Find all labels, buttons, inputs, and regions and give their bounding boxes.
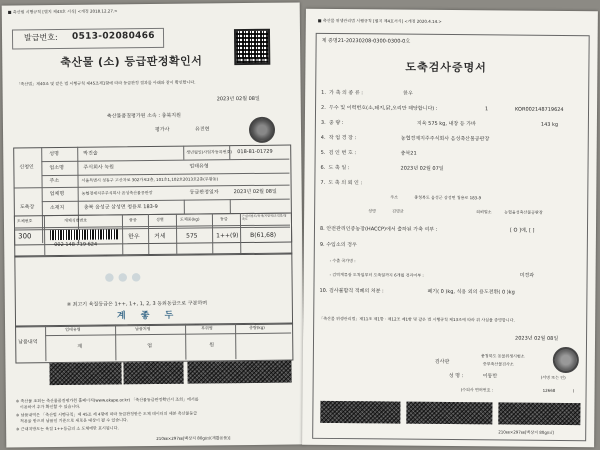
grade-header: 품종 (128, 217, 137, 223)
official-seal-icon (249, 117, 275, 143)
grade-header: 도체번호 (16, 218, 33, 224)
applicant-address: 서울특별시 성동구 고산자로 302가로2층, 101호1,102호2013호2층(무왕동) (81, 176, 219, 183)
footnote: 이용하여 추가 확인할 수 있습니다. (19, 403, 81, 410)
grade-header: 개체식별번호 (63, 217, 88, 223)
page-title: 도축검사증명서 (405, 60, 487, 75)
row-label: 작 업 경 장 : (328, 134, 357, 142)
inspector-label: 검사관 (434, 358, 450, 365)
paper-size-footer: 210㎜×297㎜[백상지 80g/㎡] (498, 429, 554, 435)
delivery-header: 납품처명 (135, 326, 151, 332)
issue-date: 2023년 02월 08일 (515, 335, 559, 342)
grade-detail: B(61,68) (250, 231, 277, 239)
stamp-text: 계 좋 두 (116, 310, 180, 322)
intro-text: 「축산법」제40조 및 같은 법 시행규칙 제45조제1항에 따라 등급판정 결과를 아래와 같이 확인합니다. (16, 79, 196, 87)
redacted-block (406, 402, 492, 425)
issue-date: 2023년 02월 08일 (216, 95, 260, 103)
grade-note: ※ 최고기 육질등급은 1++, 1+, 1, 2, 3 등외등급으로 구분하며 (66, 300, 208, 308)
qr-code-icon (234, 29, 270, 65)
field-label: 성 명 : (448, 372, 464, 380)
haccp-value: [ O ]예, [ ] (509, 227, 535, 234)
barcode-icon (50, 229, 118, 240)
applicant-group-label: 신청인 (19, 164, 34, 171)
issuer-org: 축산물품질평가원 소속 : 충북지원 (106, 112, 181, 120)
field-label: 의뢰업소 (476, 209, 492, 215)
carcass-weight: 지육 575 kg, 내장 등 가바 (416, 120, 476, 128)
certification-statement: 「축산물 위생관리법」제11조 제1항 · 제12조 제1항 및 같은 법 시행규칙 제13조에 따라 위 사실을 증명합니다. (319, 315, 515, 323)
field-label: 성명 (368, 208, 376, 214)
issuer-name: 유진현 (194, 126, 210, 133)
license-label: (수의사 면허번호 : (460, 387, 494, 393)
delivery-group-label: 납품내역 (18, 339, 38, 346)
issuer-role: 평가사 (154, 126, 170, 133)
animal-id-number: 002 148 719 624 (54, 241, 98, 249)
row-number: 5. (320, 149, 326, 156)
redacted-block (498, 402, 580, 425)
row-label: 검 인 번 호 : (328, 149, 357, 157)
row-label: 도 축 일 : (328, 164, 350, 172)
slaughter-group-label: 도축장 (19, 204, 35, 211)
workplace: 농협경제지주주식회사 음성축산물공판장 (400, 135, 490, 143)
field-label: 업소명 (49, 164, 64, 172)
row-number: 4. (320, 134, 326, 141)
inspection-stamp-number: 충북21 (400, 150, 417, 157)
grade-certificate (2, 2, 305, 447)
inspector-org: 충청북도 동물위생시험소 (480, 353, 525, 359)
livestock-type: 한우 (403, 90, 413, 97)
delivery-header: 중량(kg) (249, 324, 265, 330)
row-label: 가 축 의 종 류 : (329, 89, 363, 97)
official-seal-icon (553, 347, 579, 373)
row-number: 3. (320, 119, 326, 126)
delivery-cell: 업 (147, 343, 153, 350)
redacted-block (49, 362, 121, 385)
row-number: 7. (320, 179, 326, 186)
field-label: 업태유형 (189, 163, 209, 170)
certificate-number: 제 증명21-20230208-0300-0300-0호 (321, 37, 411, 45)
row-label: 도 축 의 뢰 인 : (328, 179, 363, 187)
slaughter-inspection-certificate (302, 9, 598, 448)
form-note: ■ 축산물 위생관리법 시행규칙 [별지 제4호서식] <개정 2020.4.14.> (317, 17, 442, 24)
applicant-name: 박진솔 (83, 150, 98, 157)
grade-header: 도체중(kg) (179, 216, 200, 222)
rejected-disposal-row: 10. 검사불합격 적폐의 처분 : (319, 287, 384, 295)
license-number: 12668 (542, 387, 556, 393)
form-note: ■ 축산법 시행규칙 [별지 제43호 서식] <개정 2018.12.27.> (7, 8, 118, 15)
serial-number: 0513-02080466 (71, 30, 155, 42)
requester-name: 김명균 (392, 208, 404, 214)
grading-date: 2023년 02월 08일 (233, 188, 277, 196)
grade-value: 1++(9) (216, 232, 239, 240)
field-label: 생년월일(사업자등록번호) (186, 149, 232, 155)
grade-header: 등급 (219, 216, 228, 222)
quarantine-value: 미경과 (519, 272, 535, 279)
paper-size-footer: 210㎜×297㎜[백상지 80g/㎡(재활용품)] (156, 435, 231, 441)
delivery-header: 부위명 (201, 325, 213, 331)
requester-address: 충청북도 음성군 삼성면 청용로 183-9 (414, 194, 482, 201)
business-name: 주식회사 녹원 (83, 164, 115, 171)
serial-label: 발급번호: (23, 32, 58, 43)
redacted-block (123, 362, 183, 385)
field-label: 성명 (49, 150, 59, 158)
inspector-name: 이동만 (482, 373, 498, 380)
export-country: - 수출 국가명 : (329, 257, 356, 264)
row-number: 6. (320, 164, 326, 171)
watermark: ● ● ● (104, 270, 142, 284)
row-number: 1. (321, 89, 326, 96)
row-number: 2. (321, 104, 326, 111)
delivery-header: 업태유형 (65, 326, 81, 332)
footnote: ※ 근내지방도는 육질 1++등급의 소 도체에만 표시됩니다. (16, 425, 119, 432)
delivery-cell: 원 (209, 342, 215, 349)
sex: 거세 (154, 232, 166, 240)
row-label: 두수 및 이력번호(소,돼지,닭,오리만 해당합니다) : (329, 104, 438, 112)
slaughterhouse-location: 충북 음성군 삼성면 청용로 183-9 (83, 203, 158, 211)
carcass-weight: 575 (186, 232, 198, 240)
footnote: 적용을 받으며 납품일 기준으로 새로운 대상이 될 수 있습니다. (20, 417, 129, 424)
license-close: ) (572, 388, 575, 394)
breed: 한우 (128, 233, 140, 241)
field-label: 소재지 (49, 204, 65, 212)
head-count: 1 (485, 106, 489, 113)
row-label: 중 량 : (328, 119, 344, 127)
imported-row: 9. 수입소의 경우 (319, 241, 357, 249)
delivery-cell: 계 (77, 343, 83, 350)
redacted-block (187, 361, 291, 384)
field-label: 주소 (49, 177, 60, 185)
carcass-number: 300 (18, 232, 32, 241)
redacted-block (320, 401, 400, 424)
requester-business: 농협음성축산물공판장 (504, 209, 543, 215)
signature-label: (서명 또는 인) (540, 374, 566, 381)
rejected-disposal-value: 폐기( 0 )kg, 식용 외의 용도전환( 0 )kg (427, 288, 515, 296)
grade-header: 성별 (155, 216, 164, 222)
field-label: 등급판정일자 (189, 189, 219, 196)
page-title: 축산물 (소) 등급판정확인서 (60, 54, 203, 69)
footnote: ※ 납품내역은 「축산법 시행규칙」제 45조 제 4항에 따라 등급판정받은 도체 데이터의 세분 축산물등급 (15, 410, 198, 418)
footnote: ※ 축산물 조회는 축산물품질평가원 홈페이지(www.ekape.or.kr) 「축산물등급판정확인서 조회」에서를 (15, 396, 199, 404)
haccp-row: 8. 안전관리인증농장(HACCP)에서 출하된 가축 여부 : (319, 225, 438, 233)
business-number: 018-81-01729 (237, 148, 273, 156)
quarantine-row: - 검역계류장 도착일부터 도축일까지 6개월 경과여부 : (329, 271, 424, 278)
inspector-office: 중부축산물검사소 (482, 361, 514, 367)
grade-header: 근내지방도/육색/지방색/조직감/성숙도 (241, 213, 287, 222)
slaughterhouse-name: 농협경제지주주식회사 음성축산물공판장 (81, 190, 153, 196)
field-label: 주소 (390, 194, 399, 200)
field-label: 업체명 (49, 190, 65, 198)
offal-weight: 143 kg (540, 121, 559, 128)
slaughter-date: 2023년 02월 07일 (400, 165, 444, 172)
trace-number: KOR002148719624 (515, 106, 564, 113)
